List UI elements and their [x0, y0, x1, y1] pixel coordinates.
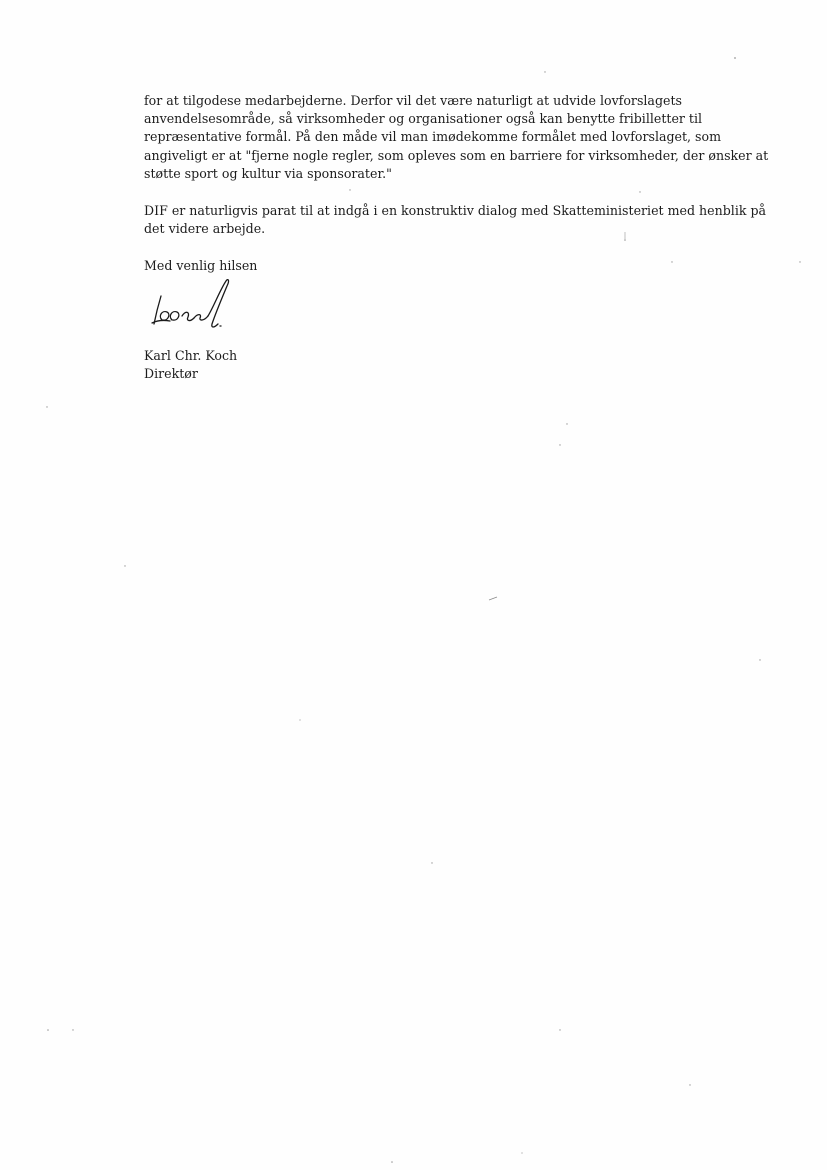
paragraph-line: repræsentative formål. På den måde vil man imødekomme formålet med lovforslaget, som: [144, 129, 722, 145]
signatory-title: Direktør: [144, 366, 198, 382]
signatory-name: Karl Chr. Koch: [144, 348, 238, 363]
paragraph-line: DIF er naturligvis parat til at indgå i en konstruktiv dialog med Skatteministeriet med henblik på: [144, 203, 767, 218]
paragraph-line: anvendelsesområde, så virksomheder og organisationer også kan benytte fribilletter til: [144, 111, 703, 127]
body-paragraph-1: [144, 92, 769, 183]
paragraph-line: støtte sport og kultur via sponsorater.": [144, 165, 392, 181]
paragraph-line: det videre arbejde.: [144, 221, 266, 237]
handwritten-signature: [144, 276, 244, 336]
body-paragraph-2: [144, 202, 767, 238]
paragraph-line: for at tilgodese medarbejderne. Derfor vil det være naturligt at udvide lovforslagets: [144, 93, 682, 108]
signature-block: [144, 347, 237, 383]
closing-salutation: [144, 257, 704, 275]
paragraph-line: angiveligt er at "fjerne nogle regler, som opleves som en barriere for virksomheder, der ønsker at: [144, 147, 769, 163]
closing-text: Med venlig hilsen: [144, 258, 258, 273]
